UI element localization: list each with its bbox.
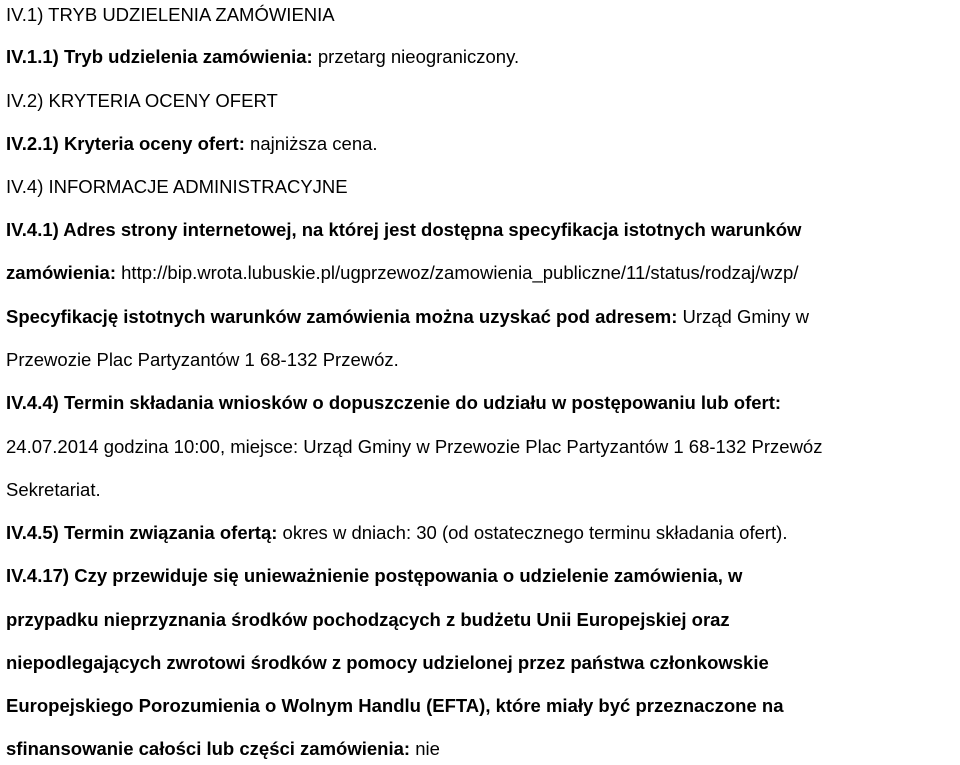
iv4-4-value-line2: Sekretariat. <box>6 479 101 500</box>
section-iv1-heading: IV.1) TRYB UDZIELENIA ZAMÓWIENIA <box>6 4 335 25</box>
section-iv4-heading: IV.4) INFORMACJE ADMINISTRACYJNE <box>6 176 348 197</box>
section-iv2-1-row <box>6 133 378 155</box>
spec-address-value-line2: Przewozie Plac Partyzantów 1 68-132 Przewóz. <box>6 349 399 370</box>
kryteria-label: IV.2.1) Kryteria oceny ofert: <box>6 133 245 154</box>
iv4-17-label-line4: Europejskiego Porozumienia o Wolnym Handlu (EFTA), które miały być przeznaczone na <box>6 695 784 716</box>
iv4-4-value-line1: 24.07.2014 godzina 10:00, miejsce: Urząd Gminy w Przewozie Plac Partyzantów 1 68-132 Przewóz <box>6 436 823 457</box>
iv4-5-value: okres w dniach: 30 (od ostatecznego terminu składania ofert). <box>277 522 788 543</box>
specification-url-link[interactable]: http://bip.wrota.lubuskie.pl/ugprzewoz/zamowienia_publiczne/11/status/rodzaj/wzp/ <box>116 262 799 283</box>
iv4-17-answer: nie <box>410 738 440 759</box>
spec-address-value-line1: Urząd Gminy w <box>677 306 809 327</box>
iv4-1-label-line1: IV.4.1) Adres strony internetowej, na której jest dostępna specyfikacja istotnych warunków <box>6 219 802 240</box>
iv4-17-label-line2: przypadku nieprzyznania środków pochodzących z budżetu Unii Europejskiej oraz <box>6 609 730 630</box>
iv4-5-row <box>6 522 787 544</box>
tryb-value: przetarg nieograniczony. <box>312 46 520 67</box>
iv4-4-label: IV.4.4) Termin składania wniosków o dopuszczenie do udziału w postępowaniu lub ofert: <box>6 392 782 413</box>
iv4-1-label-line2: zamówienia: <box>6 262 116 283</box>
spec-address-row <box>6 306 809 328</box>
section-iv1-1-row <box>6 46 519 68</box>
iv4-17-label-line1: IV.4.17) Czy przewiduje się unieważnienie postępowania o udzielenie zamówienia, w <box>6 565 743 586</box>
spec-address-label: Specyfikację istotnych warunków zamówienia można uzyskać pod adresem: <box>6 306 678 327</box>
iv4-1-row-url <box>6 262 798 284</box>
iv4-17-label-line5: sfinansowanie całości lub części zamówienia: <box>6 738 411 759</box>
iv4-5-label: IV.4.5) Termin związania ofertą: <box>6 522 278 543</box>
kryteria-value: najniższa cena. <box>244 133 378 154</box>
section-iv2-heading: IV.2) KRYTERIA OCENY OFERT <box>6 90 278 111</box>
iv4-17-row-answer <box>6 738 440 760</box>
tryb-label: IV.1.1) Tryb udzielenia zamówienia: <box>6 46 313 67</box>
iv4-17-label-line3: niepodlegających zwrotowi środków z pomocy udzielonej przez państwa członkowskie <box>6 652 769 673</box>
